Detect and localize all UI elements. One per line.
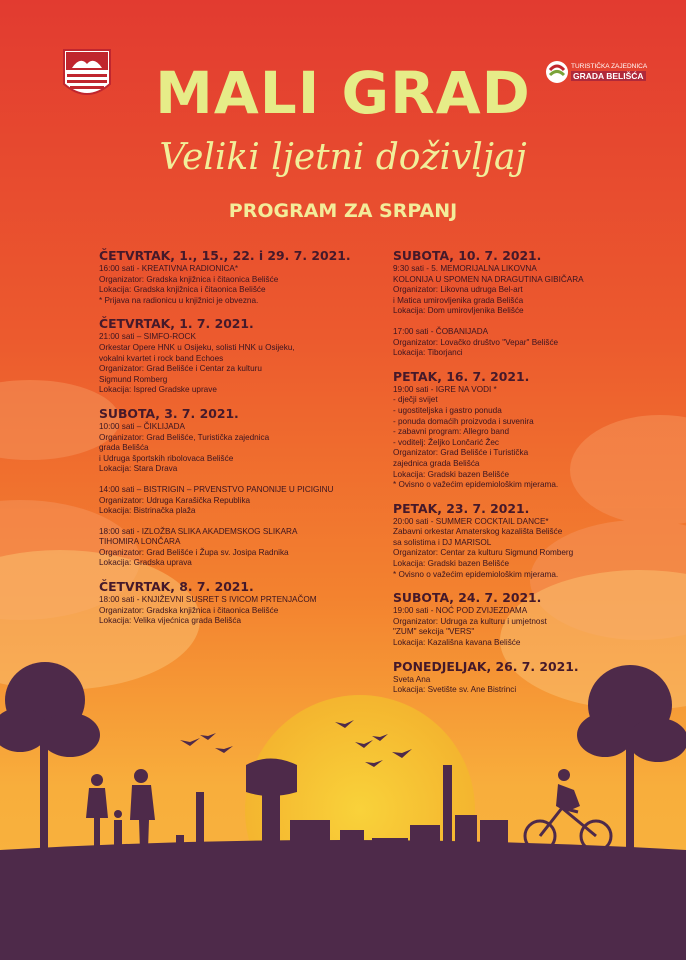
event-date-heading: SUBOTA, 10. 7. 2021. [393, 248, 542, 263]
event-line: 21:00 sati – SIMFO-ROCK [99, 332, 196, 342]
event-line: 19:00 sati - NOĆ POD ZVIJEZDAMA [393, 606, 528, 616]
event-line: Organizator: Grad Belišće, Turistička zajednica [99, 432, 270, 442]
event-line: * Prijava na radionicu u knjižnici je obvezna. [99, 295, 259, 305]
event-line: Lokacija: Bistrinačka plaža [99, 506, 196, 516]
event-line: grada Belišća [99, 443, 149, 453]
event-line: Lokacija: Dom umirovljenika Belišće [393, 306, 524, 316]
event-line: Organizator: Grad Belišće i Župa sv. Josipa Radnika [99, 547, 289, 557]
program-heading: PROGRAM ZA SRPANJ [228, 200, 458, 222]
event-block [393, 369, 633, 491]
event-line: Organizator: Centar za kulturu Sigmund Romberg [393, 548, 574, 558]
event-line: Lokacija: Svetište sv. Ane Bistrinci [393, 685, 517, 695]
tz-logo-line1: TURISTIČKA ZAJEDNICA [571, 63, 648, 70]
event-block [99, 527, 367, 569]
event-line: i Matica umirovljenika grada Belišća [393, 295, 524, 305]
event-line: Lokacija: Gradska knjižnica i čitaonica Belišće [99, 285, 266, 295]
event-block [99, 316, 367, 396]
tz-logo-line2: GRADA BELIŠĆA [573, 71, 644, 81]
event-date-heading: SUBOTA, 24. 7. 2021. [393, 590, 542, 606]
program-right-column [393, 248, 633, 706]
event-line: Organizator: Udruga Karašička Republika [99, 495, 251, 505]
event-line: - ponuda domaćih proizvoda i suvenira [393, 416, 534, 426]
event-line: zajednica grada Belišća [393, 458, 480, 468]
event-date-heading: SUBOTA, 3. 7. 2021. [99, 405, 239, 421]
event-date-heading: PETAK, 23. 7. 2021. [393, 500, 530, 516]
event-block [393, 590, 633, 648]
event-line: TIHOMIRA LONČARA [99, 537, 181, 547]
event-block [393, 501, 633, 581]
event-block [99, 406, 367, 475]
event-line: "ZUM" sekcija "VERS" [393, 627, 475, 637]
event-line: Lokacija: Tiborjanci [393, 348, 463, 358]
event-line: Organizator: Gradska knjižnica i čitaonica Belišće [99, 605, 279, 615]
event-line: 20:00 sati - SUMMER COCKTAIL DANCE* [393, 516, 549, 526]
page-title: MALI GRAD [155, 59, 531, 127]
event-line: Organizator: Grad Belišće i Centar za kulturu [99, 364, 262, 374]
page-subtitle: Veliki ljetni doživljaj [159, 137, 527, 178]
event-line: 18:00 sati - KNJIŽEVNI SUSRET S IVICOM PRTENJAČOM [99, 595, 317, 605]
event-line: - dječji svijet [393, 395, 438, 405]
event-date-heading: ČETVRTAK, 8. 7. 2021. [99, 579, 254, 595]
event-line: * Ovisno o važećim epidemiološkim mjerama. [393, 569, 559, 579]
event-block [393, 327, 633, 359]
event-line: 18:00 sati - IZLOŽBA SLIKA AKADEMSKOG SLIKARA [99, 526, 298, 536]
event-line: Organizator: Likovna udruga Bel-art [393, 285, 523, 295]
event-line: Lokacija: Gradska uprava [99, 558, 192, 568]
event-block [99, 248, 367, 306]
event-line: 19:00 sati - IGRE NA VODI * [393, 384, 497, 394]
event-line: Organizator: Gradska knjižnica i čitaonica Belišće [99, 274, 279, 284]
event-line: - zabavni program: Allegro band [393, 427, 510, 437]
event-line: Organizator: Grad Belišće i Turistička [393, 448, 529, 458]
event-line: vokalni kvartet i rock band Echoes [99, 353, 224, 363]
event-line: 16:00 sati - KREATIVNA RADIONICA* [99, 264, 239, 273]
event-line: Lokacija: Kazališna kavana Belišće [393, 638, 521, 648]
event-line: Lokacija: Ispred Gradske uprave [99, 385, 217, 395]
event-line: 10:00 sati – ČIKLIJADA [99, 421, 186, 431]
event-line: Lokacija: Gradski bazen Belišće [393, 559, 510, 569]
event-date-heading: ČETVRTAK, 1. 7. 2021. [99, 316, 254, 332]
event-line: Lokacija: Velika vijećnica grada Belišća [99, 616, 241, 626]
program-left-column [99, 248, 367, 637]
event-line: 14:00 sati – BISTRIGIN – PRVENSTVO PANONIJE U PICIGINU [99, 484, 334, 494]
event-line: i Udruga športskih ribolovaca Belišće [99, 453, 234, 463]
event-line: Organizator: Lovačko društvo "Vepar" Belišće [393, 337, 559, 347]
event-line: Sveta Ana [393, 674, 431, 684]
event-date-heading: PONEDJELJAK, 26. 7. 2021. [393, 658, 579, 674]
event-block [99, 485, 367, 517]
event-block [99, 579, 367, 627]
event-line: Sigmund Romberg [99, 374, 168, 384]
event-line: KOLONIJA U SPOMEN NA DRAGUTINA GIBIČARA [393, 274, 584, 284]
event-block [393, 659, 633, 696]
event-line: - voditelj: Željko Lončarić Žec [393, 437, 500, 447]
event-line: Organizator: Udruga za kulturu i umjetnost [393, 616, 547, 626]
event-line: Lokacija: Gradski bazen Belišće [393, 469, 510, 479]
event-date-heading: PETAK, 16. 7. 2021. [393, 368, 530, 384]
event-date-heading: ČETVRTAK, 1., 15., 22. i 29. 7. 2021. [99, 248, 351, 263]
event-line: Orkestar Opere HNK u Osijeku, solisti HNK u Osijeku, [99, 342, 295, 352]
event-line: 17:00 sati - ČOBANIJADA [393, 326, 489, 336]
event-block [393, 248, 633, 317]
event-line: Zabavni orkestar Amaterskog kazališta Belišće [393, 527, 563, 537]
event-line: 9:30 sati - 5. MEMORIJALNA LIKOVNA [393, 264, 537, 273]
event-line: Lokacija: Stara Drava [99, 464, 178, 474]
event-line: - ugostiteljska i gastro ponuda [393, 405, 502, 415]
event-line: sa solistima i DJ MARISOL [393, 537, 492, 547]
event-line: * Ovisno o važećim epidemiološkim mjerama. [393, 480, 559, 490]
